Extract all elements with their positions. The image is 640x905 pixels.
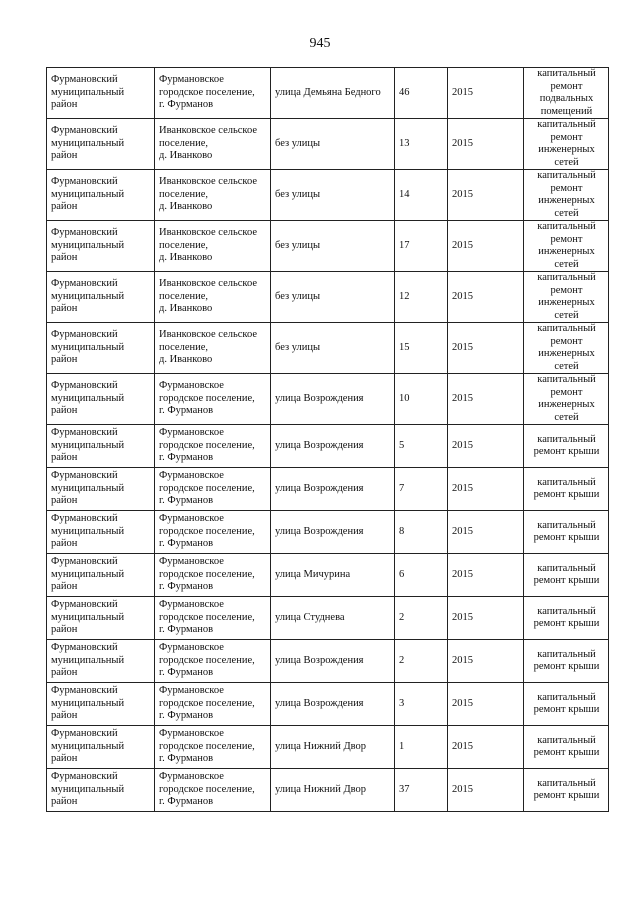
district-cell: Фурмановский муниципальный район (47, 769, 155, 812)
district-cell: Фурмановский муниципальный район (47, 554, 155, 597)
year-cell: 2015 (448, 769, 524, 812)
street-cell: без улицы (271, 119, 395, 170)
work-type-cell: капитальный ремонт инженерных сетей (524, 119, 609, 170)
year-cell: 2015 (448, 511, 524, 554)
work-type-cell: капитальный ремонт крыши (524, 511, 609, 554)
district-cell: Фурмановский муниципальный район (47, 640, 155, 683)
work-type-cell: капитальный ремонт крыши (524, 554, 609, 597)
year-cell: 2015 (448, 726, 524, 769)
work-type-cell: капитальный ремонт крыши (524, 468, 609, 511)
house-number-cell: 8 (395, 511, 448, 554)
work-type-cell: капитальный ремонт подвальных помещений (524, 68, 609, 119)
house-number-cell: 3 (395, 683, 448, 726)
settlement-cell: Фурмановское городское поселение, г. Фурманов (155, 726, 271, 769)
settlement-cell: Иванковское сельское поселение, д. Иванково (155, 170, 271, 221)
work-type-cell: капитальный ремонт крыши (524, 597, 609, 640)
repair-registry-table (46, 67, 609, 812)
year-cell: 2015 (448, 170, 524, 221)
table-row (47, 683, 609, 726)
street-cell: без улицы (271, 272, 395, 323)
work-type-cell: капитальный ремонт инженерных сетей (524, 272, 609, 323)
table-row (47, 769, 609, 812)
district-cell: Фурмановский муниципальный район (47, 425, 155, 468)
settlement-cell: Фурмановское городское поселение, г. Фурманов (155, 374, 271, 425)
district-cell: Фурмановский муниципальный район (47, 374, 155, 425)
table-row (47, 68, 609, 119)
district-cell: Фурмановский муниципальный район (47, 597, 155, 640)
work-type-cell: капитальный ремонт крыши (524, 683, 609, 726)
year-cell: 2015 (448, 323, 524, 374)
street-cell: улица Студнева (271, 597, 395, 640)
settlement-cell: Иванковское сельское поселение, д. Иванково (155, 323, 271, 374)
district-cell: Фурмановский муниципальный район (47, 323, 155, 374)
street-cell: улица Возрождения (271, 374, 395, 425)
street-cell: без улицы (271, 170, 395, 221)
house-number-cell: 15 (395, 323, 448, 374)
settlement-cell: Фурмановское городское поселение, г. Фурманов (155, 468, 271, 511)
table-row (47, 511, 609, 554)
street-cell: улица Демьяна Бедного (271, 68, 395, 119)
work-type-cell: капитальный ремонт инженерных сетей (524, 170, 609, 221)
street-cell: улица Нижний Двор (271, 769, 395, 812)
page-number: 945 (309, 36, 331, 51)
district-cell: Фурмановский муниципальный район (47, 170, 155, 221)
year-cell: 2015 (448, 374, 524, 425)
district-cell: Фурмановский муниципальный район (47, 68, 155, 119)
settlement-cell: Фурмановское городское поселение, г. Фурманов (155, 597, 271, 640)
district-cell: Фурмановский муниципальный район (47, 683, 155, 726)
house-number-cell: 17 (395, 221, 448, 272)
work-type-cell: капитальный ремонт крыши (524, 769, 609, 812)
settlement-cell: Фурмановское городское поселение, г. Фурманов (155, 554, 271, 597)
table-row (47, 640, 609, 683)
house-number-cell: 2 (395, 640, 448, 683)
settlement-cell: Фурмановское городское поселение, г. Фурманов (155, 683, 271, 726)
house-number-cell: 14 (395, 170, 448, 221)
table-row (47, 272, 609, 323)
district-cell: Фурмановский муниципальный район (47, 511, 155, 554)
settlement-cell: Фурмановское городское поселение, г. Фурманов (155, 511, 271, 554)
table-row (47, 119, 609, 170)
house-number-cell: 46 (395, 68, 448, 119)
street-cell: улица Возрождения (271, 640, 395, 683)
table-row (47, 425, 609, 468)
table-row (47, 374, 609, 425)
district-cell: Фурмановский муниципальный район (47, 726, 155, 769)
year-cell: 2015 (448, 468, 524, 511)
work-type-cell: капитальный ремонт инженерных сетей (524, 374, 609, 425)
house-number-cell: 6 (395, 554, 448, 597)
street-cell: улица Мичурина (271, 554, 395, 597)
street-cell: улица Возрождения (271, 425, 395, 468)
street-cell: улица Возрождения (271, 511, 395, 554)
street-cell: улица Нижний Двор (271, 726, 395, 769)
settlement-cell: Иванковское сельское поселение, д. Иванково (155, 272, 271, 323)
year-cell: 2015 (448, 554, 524, 597)
street-cell: без улицы (271, 221, 395, 272)
settlement-cell: Фурмановское городское поселение, г. Фурманов (155, 769, 271, 812)
table-row (47, 170, 609, 221)
house-number-cell: 5 (395, 425, 448, 468)
table-row (47, 554, 609, 597)
house-number-cell: 10 (395, 374, 448, 425)
house-number-cell: 1 (395, 726, 448, 769)
year-cell: 2015 (448, 221, 524, 272)
table-row (47, 726, 609, 769)
year-cell: 2015 (448, 272, 524, 323)
year-cell: 2015 (448, 68, 524, 119)
street-cell: улица Возрождения (271, 683, 395, 726)
district-cell: Фурмановский муниципальный район (47, 119, 155, 170)
street-cell: улица Возрождения (271, 468, 395, 511)
house-number-cell: 2 (395, 597, 448, 640)
table-row (47, 323, 609, 374)
house-number-cell: 12 (395, 272, 448, 323)
work-type-cell: капитальный ремонт инженерных сетей (524, 323, 609, 374)
settlement-cell: Иванковское сельское поселение, д. Иванково (155, 221, 271, 272)
settlement-cell: Фурмановское городское поселение, г. Фурманов (155, 425, 271, 468)
work-type-cell: капитальный ремонт инженерных сетей (524, 221, 609, 272)
district-cell: Фурмановский муниципальный район (47, 221, 155, 272)
year-cell: 2015 (448, 683, 524, 726)
table-row (47, 221, 609, 272)
work-type-cell: капитальный ремонт крыши (524, 640, 609, 683)
work-type-cell: капитальный ремонт крыши (524, 726, 609, 769)
table-row (47, 597, 609, 640)
settlement-cell: Фурмановское городское поселение, г. Фурманов (155, 68, 271, 119)
house-number-cell: 7 (395, 468, 448, 511)
settlement-cell: Фурмановское городское поселение, г. Фурманов (155, 640, 271, 683)
settlement-cell: Иванковское сельское поселение, д. Иванково (155, 119, 271, 170)
house-number-cell: 37 (395, 769, 448, 812)
district-cell: Фурмановский муниципальный район (47, 272, 155, 323)
year-cell: 2015 (448, 597, 524, 640)
house-number-cell: 13 (395, 119, 448, 170)
district-cell: Фурмановский муниципальный район (47, 468, 155, 511)
year-cell: 2015 (448, 119, 524, 170)
street-cell: без улицы (271, 323, 395, 374)
year-cell: 2015 (448, 425, 524, 468)
work-type-cell: капитальный ремонт крыши (524, 425, 609, 468)
table-row (47, 468, 609, 511)
year-cell: 2015 (448, 640, 524, 683)
